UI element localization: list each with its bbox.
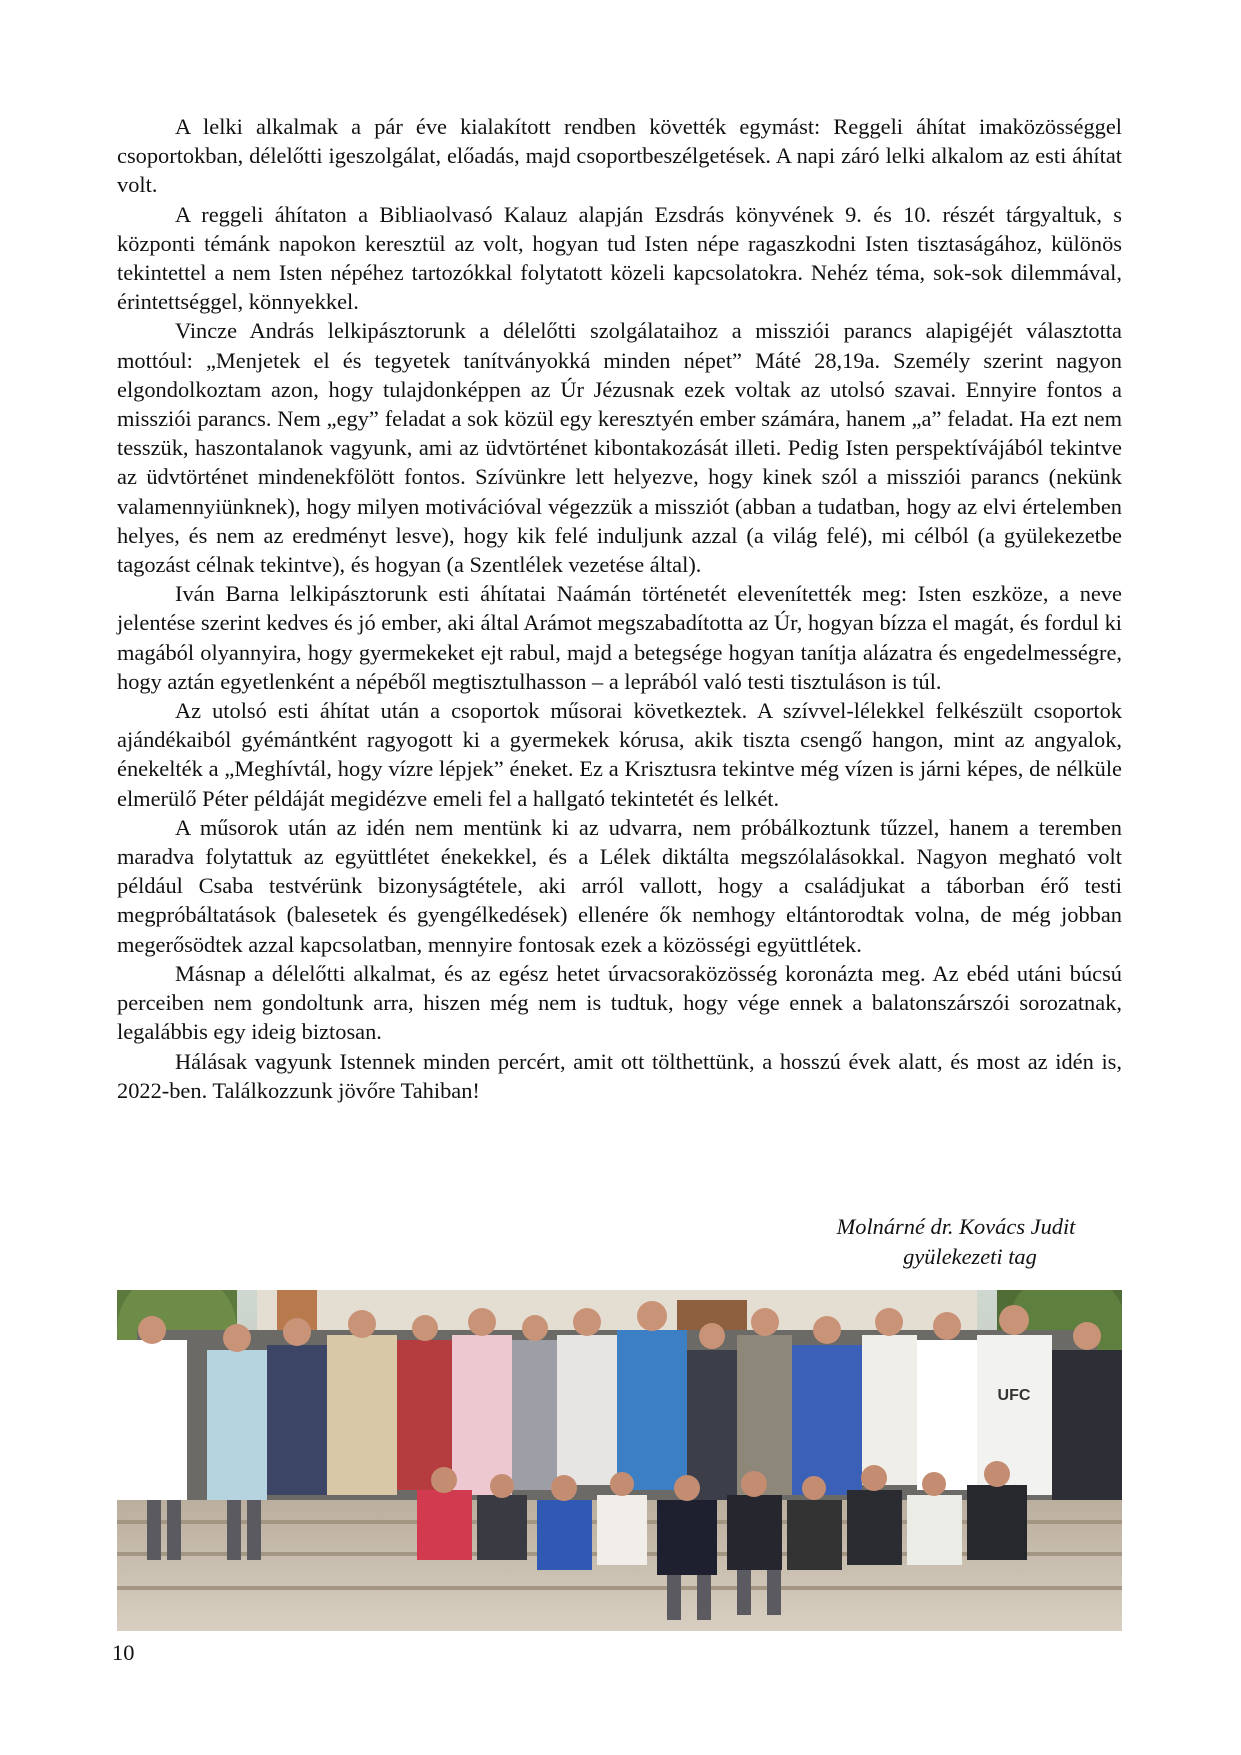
paragraph-1: A lelki alkalmak a pár éve kialakított rendben követték egymást: Reggeli áhítat imaközösséggel csoportokban, délelőtti igeszolgálat, előadás, majd csoportbeszélgetések. A napi záró lelki alkalom az esti áhítat volt. [117, 114, 1122, 198]
article-body [117, 112, 1122, 1105]
paragraph-2: A reggeli áhítaton a Bibliaolvasó Kalauz alapján Ezsdrás könyvének 9. és 10. részét tárgyaltuk, s központi témánk napokon keresztül az volt, hogyan tud Isten népe ragaszkodni Isten tisztaságához, különös tekintettel a nem Isten népéhez tartozókkal folytatott közeli kapcsolatokra. Nehéz téma, sok-sok dilemmával, érintettséggel, könnyekkel. [117, 201, 1122, 315]
group-photo-illustration [117, 1290, 1122, 1631]
paragraph-7: Másnap a délelőtti alkalmat, és az egész hetet úrvacsoraközösség koronázta meg. Az ebéd utáni búcsú perceiben nem gondoltunk arra, hiszen még nem is tudtuk, hogy vége ennek a balatonszárszói sorozatnak, legalábbis egy ideig biztosan. [117, 960, 1122, 1045]
author-role: gyülekezeti tag [903, 1244, 1037, 1269]
paragraph-6: A műsorok után az idén nem mentünk ki az udvarra, nem próbálkoztunk tűzzel, hanem a teremben maradva folytattuk az együttlétet énekekkel, és a Lélek diktálta megszólalásokkal. Nagyon megható volt például Csaba testvérünk bizonyságtétele, aki arról vallott, hogy a családjukat a táborban érő testi megpróbáltatások (balesetek és gyengélkedések) ellenére ők nemhogy eltántorodtak volna, de még jobban megerősödtek azzal kapcsolatban, mennyire fontosak ezek a közösségi együttlétek. [117, 814, 1122, 957]
ufc-shirt-text: UFC [997, 1387, 1031, 1404]
author-name: Molnárné dr. Kovács Judit [836, 1214, 1076, 1239]
group-photo [117, 1290, 1122, 1631]
page-number: 10 [112, 1640, 135, 1665]
paragraph-5: Az utolsó esti áhítat után a csoportok műsorai következtek. A szívvel-lélekkel felkészült csoportok ajándékaiból gyémántként ragyogott ki a gyermekek kórusa, akik tiszta csengő hangon, mint az angyalok, énekelték a „Meghívtál, hogy vízre lépjek” éneket. Ez a Krisztusra tekintve még vízen is járni képes, de nélküle elmerülő Péter példáját megidézve emeli fel a hallgató tekintetét és lelkét. [117, 698, 1122, 811]
paragraph-4: Iván Barna lelkipásztorunk esti áhítatai Naámán történetét elevenítették meg: Isten eszköze, a neve jelentése szerint kedves és jó ember, aki által Arámot megszabadította az Úr, hogyan bízza el magát, és fordul ki magából olyannyira, hogy gyermekeket ejt rabul, majd a betegsége hogyan tanítja alázatra és engedelmességre, hogy aztán egyetlenként a népéből megtisztulhasson – a leprából való testi tisztuláson is túl. [117, 581, 1122, 694]
paragraph-3: Vincze András lelkipásztorunk a délelőtti szolgálataihoz a missziói parancs alapigéjét választotta mottóul: „Menjetek el és tegyetek tanítványokká minden népet” Máté 28,19a. Személy szerint nagyon elgondolkoztam azon, hogy tulajdonképpen az Úr Jézusnak ezek voltak az utolsó szavai. Ennyire fontos a missziói parancs. Nem „egy” feladat a sok közül egy keresztyén ember számára, hanem „a” feladat. Ha ezt nem tesszük, haszontalanok vagyunk, ami az üdvtörténet kibontakozását illeti. Pedig Isten perspektívájából tekintve az üdvtörténet mindenekfölött fontos. Szívünkre lett helyezve, hogy kinek szól a missziói parancs (nekünk valamennyiünknek), hogy milyen motivációval végezzük a missziót (abban a tudatban, hogy az elvi értelemben helyes, és nem az eredményt lesve), hogy kik felé induljunk azzal (a világ felé), mi célból (a gyülekezetbe tagozást célnak tekintve), és hogyan (a Szentlélek vezetése által). [117, 318, 1122, 578]
paragraph-8: Hálásak vagyunk Istennek minden percért, amit ott tölthettünk, a hosszú évek alatt, és most az idén is, 2022-ben. Találkozzunk jövőre Tahiban! [117, 1048, 1122, 1103]
